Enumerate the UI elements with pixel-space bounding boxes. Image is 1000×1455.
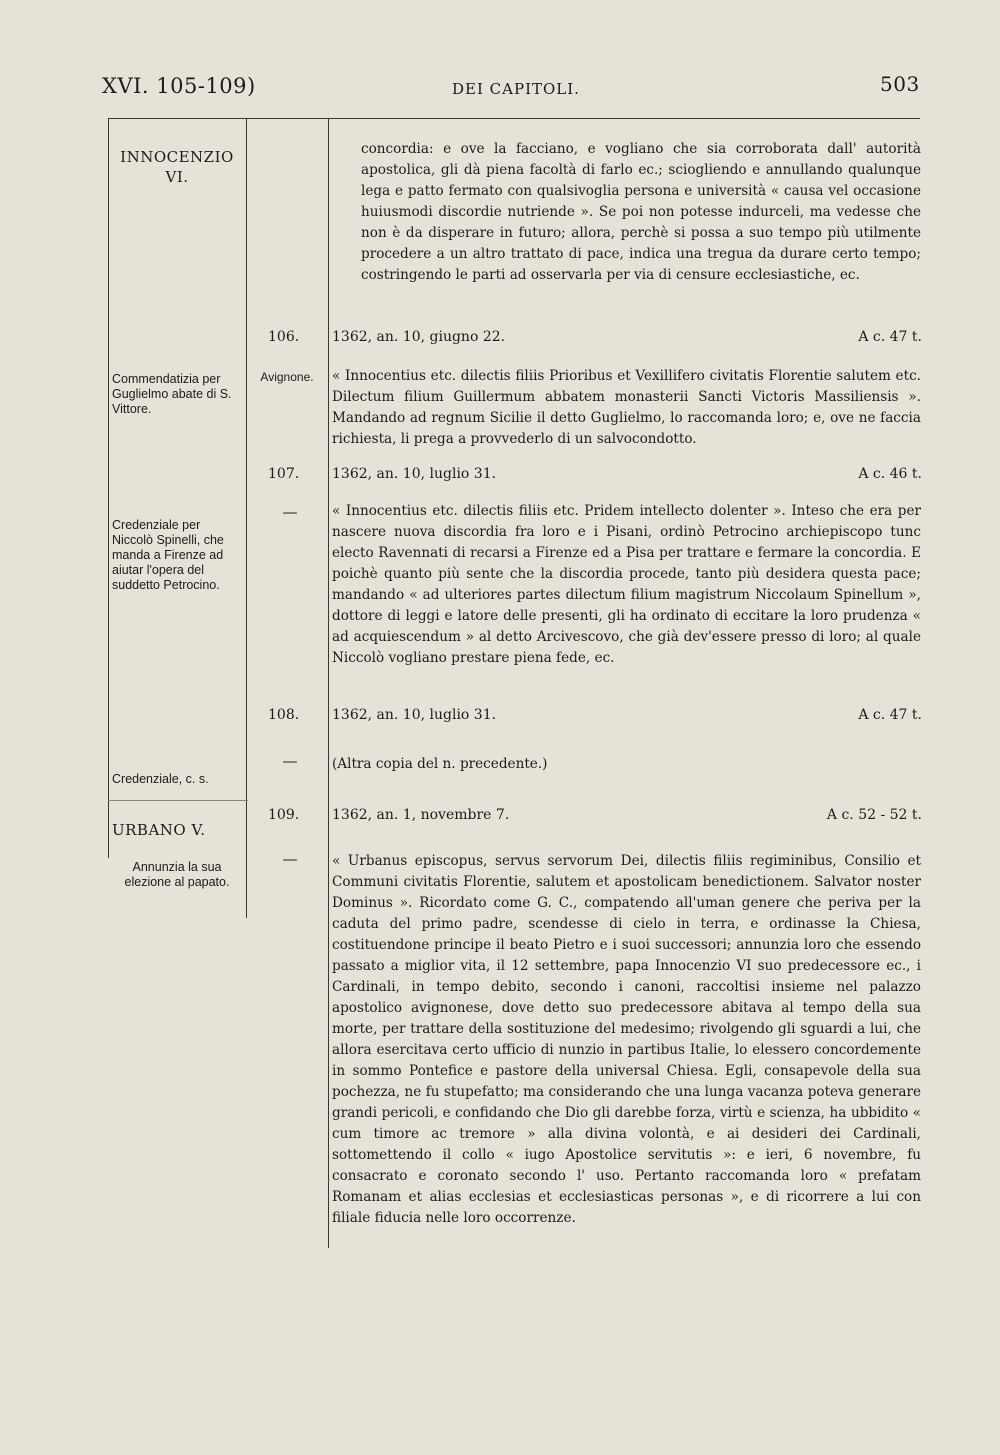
entry-108-number: 108.: [268, 707, 300, 723]
entry-107-dash: —: [282, 503, 298, 521]
column-divider-left: [108, 118, 109, 858]
entry-106-text: « Innocentius etc. dilectis filiis Prioribus et Vexillifero civitatis Florentie salutem etc. Dilectum filium Guillermum abbatem monasterii Sancti Victoris Massiliensis ». Mandando ad regnum Sicilie il detto Guglielmo, lo raccomanda loro; e, ove ne faccia richiesta, li prega a provvederlo di un salvocondotto.: [332, 368, 921, 447]
margin-note-108: Credenziale, c. s.: [112, 772, 209, 786]
entry-106-reference: A c. 47 t.: [858, 329, 922, 345]
running-head-title: DEI CAPITOLI.: [452, 80, 580, 98]
margin-note-106: Commendatizia per Guglielmo abate di S. Vittore.: [112, 372, 232, 416]
entry-105-continuation: concordia: e ove la facciano, e vogliano che sia corroborata dall' autorità apostolica, gli dà piena facoltà di farlo ec.; sciogliendo e annullando qualunque lega e patto fermato con qualsivoglia persona e università « causa vel occasione huiusmodi discordie nutriende ». Se poi non potesse indurceli, ma vedesse che non è da disperare in futuro; allora, perchè si possa a suo tempo più utilmente procedere a un altro trattato di pace, indica una tregua da durare certo tempo; costringendo le parti ad osservarla per via di censure ecclesiastiche, ec.: [361, 141, 921, 283]
margin-pope-urbano: URBANO V.: [112, 821, 206, 839]
entry-109-separator: [108, 800, 248, 801]
margin-pope-innocenzio: INNOCENZIO VI.: [120, 148, 234, 186]
entry-109-number: 109.: [268, 807, 300, 823]
entry-108-dash: —: [282, 752, 298, 770]
header-rule: [108, 118, 920, 119]
page-number: 503: [880, 72, 920, 96]
margin-note-109: Annunzia la sua elezione al papato.: [124, 860, 230, 889]
entry-108-text: (Altra copia del n. precedente.): [332, 756, 548, 772]
entry-109-dash: —: [282, 850, 298, 868]
running-head-left: XVI. 105-109): [102, 74, 256, 98]
margin-note-107: Credenziale per Niccolò Spinelli, che manda a Firenze ad aiutar l'opera del suddetto Petrocino.: [112, 518, 224, 592]
entry-107-date: 1362, an. 10, luglio 31.: [332, 466, 497, 482]
column-divider-margin: [246, 118, 247, 918]
entry-109-date: 1362, an. 1, novembre 7.: [332, 807, 510, 823]
entry-106-place: Avignone.: [260, 370, 314, 384]
entry-108-reference: A c. 47 t.: [858, 707, 922, 723]
entry-107-text: « Innocentius etc. dilectis filiis etc. Pridem intellecto dolenter ». Inteso che era per nascere nuova discordia fra loro e i Pisani, ordinò Petrocino archiepiscopo tunc electo Ravennati di recarsi a Firenze ed a Pisa per trattare e fermare la concordia. E poichè quanto più sente che la discordia procede, tanto più desidera questa pace; mandando « ad ulteriores partes dilectum filium magistrum Niccolaum Spinellum », dottore di leggi e latore delle presenti, gli ha ordinato di eccitare la loro prudenza « ad acquiescendum » al detto Arcivescovo, che già dev'essere presso di loro; al quale Niccolò vogliano prestare piena fede, ec.: [332, 503, 921, 666]
column-divider-number: [328, 118, 329, 1248]
entry-109-text: « Urbanus episcopus, servus servorum Dei, dilectis filiis regiminibus, Consilio et Communi civitatis Florentie, salutem et apostolicam benedictionem. Salvator noster Dominus ». Ricordato come G. C., compatendo all'uman genere che periva per la caduta del primo padre, scendesse di cielo in terra, e ordinasse la Chiesa, costituendone principe il beato Pietro e i suoi successori; annunzia loro che essendo passato a miglior vita, il 12 settembre, papa Innocenzio VI suo predecessore ec., i Cardinali, in tempo debito, secondo i canoni, raccoltisi insieme nel palazzo apostolico avignonese, dove detto suo predecessore abitava al tempo della sua morte, per trattare della sostituzione del medesimo; rivolgendo gli sguardi a lui, che allora esercitava certo ufficio di nunzio in partibus Italie, lo elessero concordemente in sommo Pontefice e pastore della universal Chiesa. Egli, consapevole della sua pochezza, ne fu stupefatto; ma considerando che una lunga vacanza poteva generare grandi pericoli, e confidando che Dio gli darebbe forza, virtù e scienza, ha ubbidito « cum timore ac tremore » alla divina volontà, e ai desideri dei Cardinali, sottomettendo il collo « iugo Apostolice servitutis »: e ieri, 6 novembre, fu consacrato e coronato secondo l' uso. Pertanto raccomanda loro « prefatam Romanam et alias ecclesias et ecclesiasticas personas », e di ricorrere a lui con filiale fiducia nelle loro occorrenze.: [332, 853, 921, 1226]
entry-108-date: 1362, an. 10, luglio 31.: [332, 707, 497, 723]
entry-107-reference: A c. 46 t.: [858, 466, 922, 482]
entry-107-number: 107.: [268, 466, 300, 482]
entry-109-reference: A c. 52 - 52 t.: [826, 807, 922, 823]
entry-106-date: 1362, an. 10, giugno 22.: [332, 329, 506, 345]
entry-106-number: 106.: [268, 329, 300, 345]
